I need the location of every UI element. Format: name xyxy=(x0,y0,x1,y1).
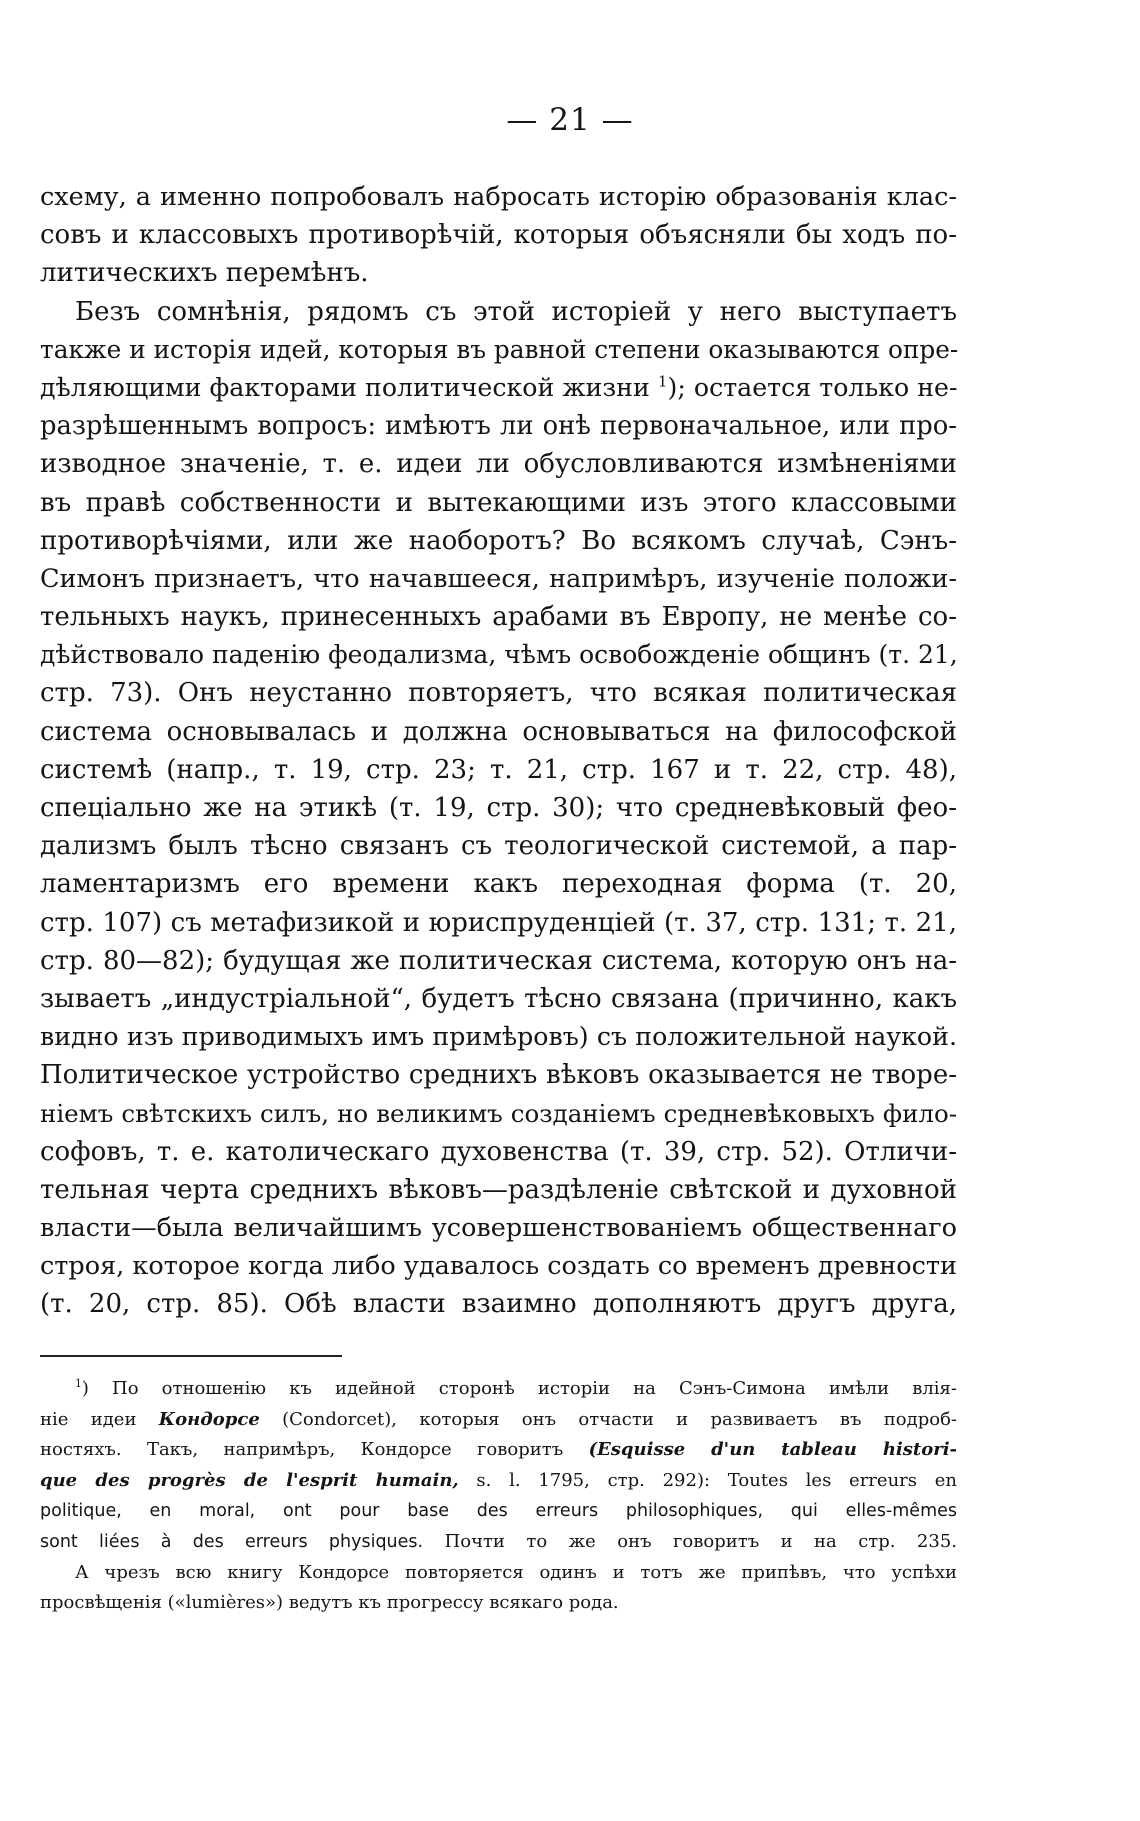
author-name: Кондорсе xyxy=(158,1408,260,1430)
text-line: строя, которое когда либо удавалось создать со временъ древности xyxy=(40,1251,957,1282)
text-line: противорѣчіями, или же наоборотъ? Во всякомъ случаѣ, Сэнъ- xyxy=(40,525,957,556)
text-line: стр. 80—82); будущая же политическая система, которую онъ на- xyxy=(40,945,957,976)
footnote-line xyxy=(40,1527,957,1558)
text-line: видно изъ приводимыхъ имъ примѣровъ) съ положительной наукой. xyxy=(40,1022,957,1052)
text-line: системѣ (напр., т. 19, стр. 23; т. 21, стр. 167 и т. 22, стр. 48), xyxy=(40,754,957,785)
text-line: власти—была величайшимъ усовершенствованіемъ общественнаго xyxy=(40,1213,957,1244)
text-fragment: ностяхъ. Такъ, напримѣръ, Кондорсе говоритъ xyxy=(40,1439,589,1461)
footnote-reference: 1 xyxy=(657,372,668,391)
text-line: Безъ сомнѣнія, рядомъ съ этой исторіей у него выступаетъ xyxy=(75,296,957,327)
text-line: ніемъ свѣтскихъ силъ, но великимъ созданіемъ средневѣковыхъ фило- xyxy=(40,1098,957,1128)
text-line: тельныхъ наукъ, принесенныхъ арабами въ Европу, не менѣе со- xyxy=(40,602,957,633)
text-line: ламентаризмъ его времени какъ переходная форма (т. 20, xyxy=(40,869,957,900)
text-line: также и исторія идей, которыя въ равной степени оказываются опре- xyxy=(40,334,959,364)
text-line: дализмъ былъ тѣсно связанъ съ теологической системой, а пар- xyxy=(40,831,957,862)
text-fragment: (Condorcet), которыя онъ отчасти и развиваетъ въ подроб- xyxy=(259,1408,957,1430)
text-line: Симонъ признаетъ, что начавшееся, напримѣръ, изученіе положи- xyxy=(40,563,957,594)
text-fragment: ніе идеи xyxy=(40,1408,159,1430)
text-line: литическихъ перемѣнъ. xyxy=(40,258,369,289)
text-fragment: Почти то же онъ говоритъ и на стр. 235. xyxy=(423,1530,957,1552)
text-fragment: s. l. 1795, стр. 292): Toutes les erreurs en xyxy=(458,1469,957,1491)
text-line: изводное значеніе, т. е. идеи ли обусловливаются измѣненіями xyxy=(40,449,957,480)
text-line: схему, а именно попробовалъ набросать исторію образованія клас- xyxy=(40,182,957,212)
text-fragment: ) По отношенію къ идейной сторонѣ исторіи на Сэнъ-Симона имѣли влія- xyxy=(81,1378,957,1399)
text-line: тельная черта среднихъ вѣковъ—раздѣленіе свѣтской и духовной xyxy=(40,1174,957,1205)
footnote-divider xyxy=(40,1355,342,1357)
text-line: совъ и классовыхъ противорѣчій, которыя объясняли бы ходъ по- xyxy=(40,220,957,251)
book-title: (Esquisse d'un tableau histori- xyxy=(588,1439,957,1461)
text-fragment: дѣляющими факторами политической жизни xyxy=(40,372,658,402)
footnote-line: А чрезъ всю книгу Кондорсе повторяется одинъ и тотъ же припѣвъ, что успѣхи xyxy=(75,1561,957,1583)
text-line: стр. 107) съ метафизикой и юриспруденціей (т. 37, стр. 131; т. 21, xyxy=(40,907,957,938)
text-line: разрѣшеннымъ вопросъ: имѣютъ ли онѣ первоначальное, или про- xyxy=(40,411,957,442)
page-number: — 21 — xyxy=(506,102,634,138)
footnote-line xyxy=(40,1405,957,1436)
footnote-line xyxy=(40,1435,957,1466)
footnote xyxy=(40,1374,957,1619)
footnote-line xyxy=(40,1374,957,1405)
footnote-line: politique, en moral, ont pour base des erreurs philosophiques, qui elles-mêmes xyxy=(40,1501,957,1522)
footnote-line xyxy=(40,1466,957,1497)
text-line: дѣйствовало паденію феодализма, чѣмъ освобожденіе общинъ (т. 21, xyxy=(40,640,958,670)
book-title: que des progrès de l'esprit humain, xyxy=(40,1469,459,1491)
text-line: зываетъ „индустріальной“, будетъ тѣсно связана (причинно, какъ xyxy=(40,983,957,1014)
text-line: (т. 20, стр. 85). Обѣ власти взаимно дополняютъ другъ друга, xyxy=(40,1289,957,1320)
footnote-line: просвѣщенія («lumières») ведутъ къ прогрессу всякаго рода. xyxy=(40,1592,619,1614)
text-line: стр. 73). Онъ неустанно повторяетъ, что всякая политическая xyxy=(40,678,957,709)
text-line-with-footnote-ref xyxy=(40,369,957,407)
text-line: спеціально же на этикѣ (т. 19, стр. 30); что средневѣковый фео- xyxy=(40,793,957,823)
text-fragment: ); остается только не- xyxy=(667,372,958,402)
footnote-marker: 1 xyxy=(75,1377,82,1390)
main-text xyxy=(40,178,957,1324)
text-fragment: sont liées à des erreurs physiques. xyxy=(40,1531,424,1552)
text-line: система основывалась и должна основываться на философской xyxy=(40,716,957,747)
text-line: въ правѣ собственности и вытекающими изъ этого классовыми xyxy=(40,487,957,518)
text-line: Политическое устройство среднихъ вѣковъ оказывается не творе- xyxy=(40,1060,957,1091)
text-line: софовъ, т. е. католическаго духовенства (т. 39, стр. 52). Отличи- xyxy=(40,1136,957,1167)
